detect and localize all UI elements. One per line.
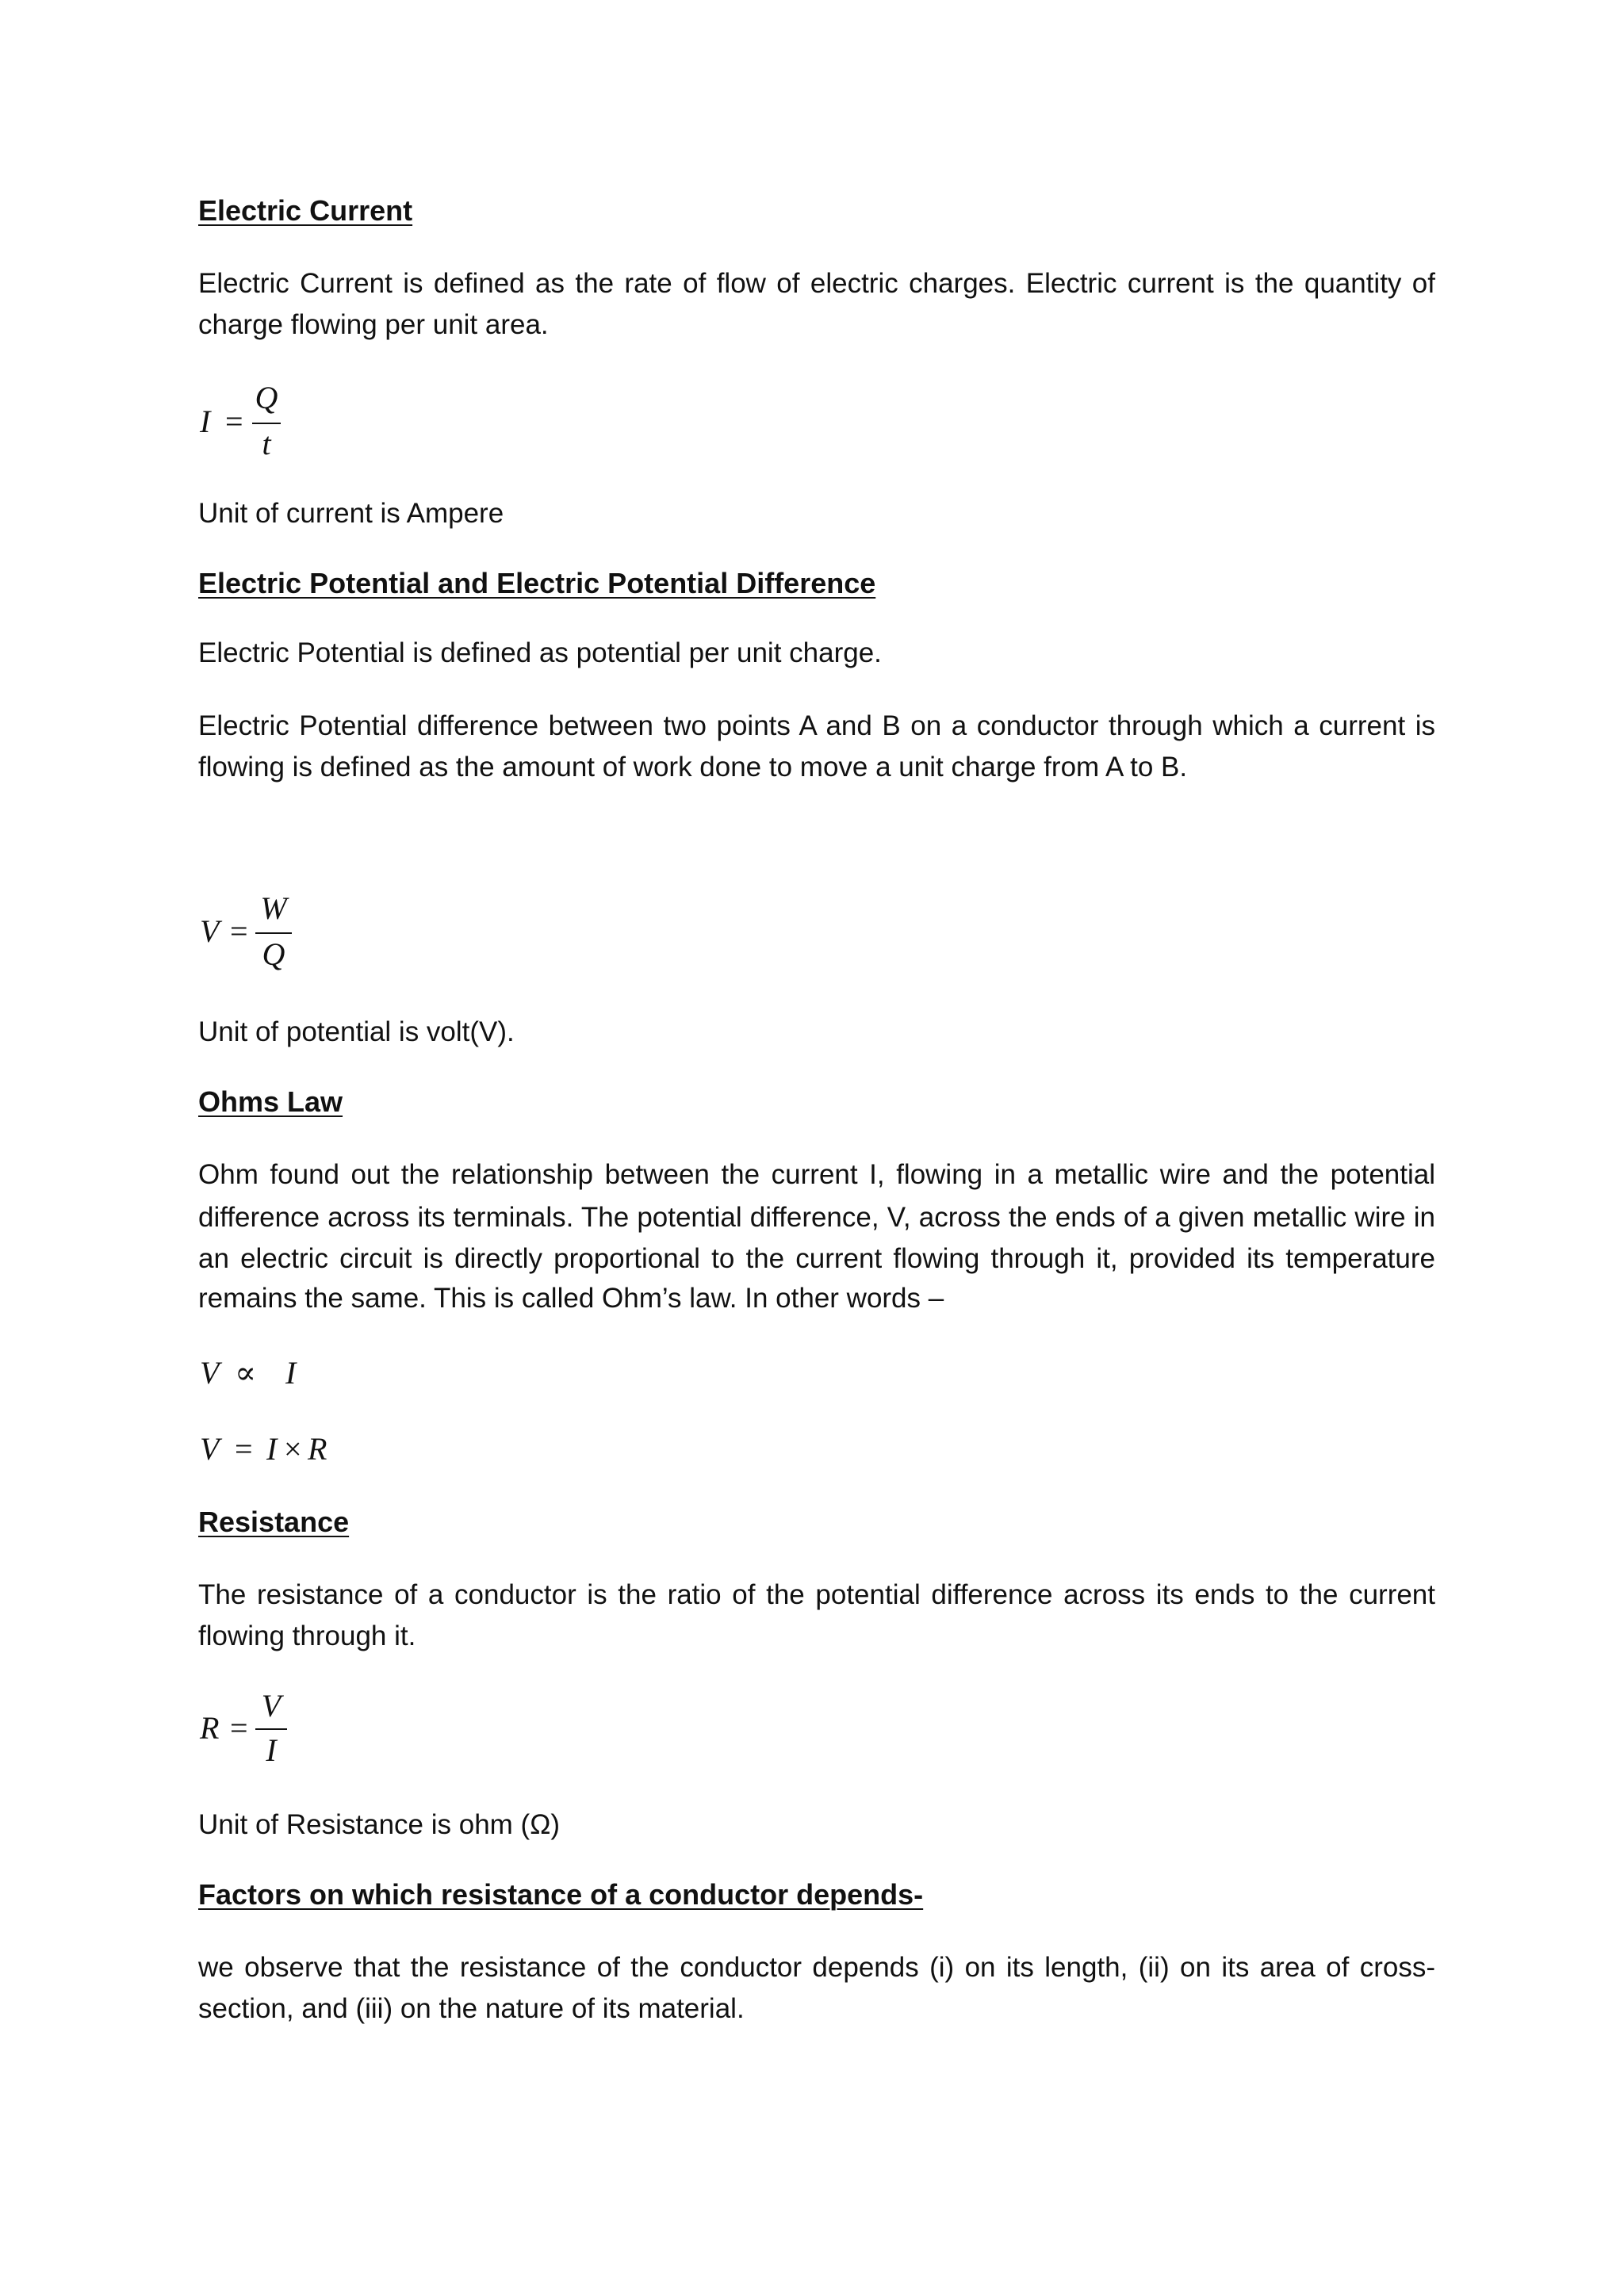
resistance-unit: Unit of Resistance is ohm (Ω) xyxy=(198,1809,561,1840)
resistance-definition-line-2: flowing through it. xyxy=(198,1621,416,1651)
current-definition-line-2: charge flowing per unit area. xyxy=(198,309,549,340)
current-eq-lhs: I xyxy=(200,404,211,439)
ohms-eq2-r: R xyxy=(308,1431,327,1467)
potential-difference-line-1: Electric Potential difference between two points A and B on a conductor through which a current is xyxy=(198,710,1435,741)
potential-eq-lhs: V xyxy=(200,913,220,949)
potential-eq-numerator: W xyxy=(260,890,287,926)
potential-eq-denominator: Q xyxy=(262,936,285,972)
heading-resistance-factors: Factors on which resistance of a conductor depends- xyxy=(198,1878,924,1911)
current-eq-fraction xyxy=(252,379,281,466)
ohms-law-line-2: difference across its terminals. The potential difference, V, across the ends of a given metallic wire in xyxy=(198,1202,1435,1233)
potential-unit: Unit of potential is volt(V). xyxy=(198,1016,515,1047)
ohms-eq1-op: ∝ xyxy=(235,1355,257,1391)
potential-eq-op: = xyxy=(230,913,248,949)
heading-ohms-law: Ohms Law xyxy=(198,1085,343,1118)
potential-definition: Electric Potential is defined as potential per unit charge. xyxy=(198,637,882,668)
resistance-eq-denominator: I xyxy=(266,1732,277,1768)
ohms-eq2-i: I xyxy=(266,1431,278,1467)
current-unit: Unit of current is Ampere xyxy=(198,498,504,529)
factors-line-1: we observe that the resistance of the conductor depends (i) on its length, (ii) on its area of cross- xyxy=(198,1952,1435,1983)
ohms-eq2-op: = xyxy=(235,1431,253,1467)
heading-electric-current: Electric Current xyxy=(198,194,413,227)
ohms-law-line-4: remains the same. This is called Ohm’s law. In other words – xyxy=(198,1283,944,1314)
current-eq-op: = xyxy=(225,404,243,439)
heading-electric-potential: Electric Potential and Electric Potential Difference xyxy=(198,567,876,599)
current-definition-line-1: Electric Current is defined as the rate of flow of electric charges. Electric current is the quantity of xyxy=(198,268,1435,299)
ohms-eq1-rhs: I xyxy=(285,1355,297,1391)
ohms-law-line-1: Ohm found out the relationship between the current I, flowing in a metallic wire and the potential xyxy=(198,1159,1435,1190)
current-eq-numerator: Q xyxy=(255,380,278,415)
ohms-eq2-lhs: V xyxy=(200,1431,220,1467)
ohms-eq1-lhs: V xyxy=(200,1355,220,1391)
resistance-definition-line-1: The resistance of a conductor is the ratio of the potential difference across its ends to the current xyxy=(198,1579,1435,1610)
resistance-eq-op: = xyxy=(230,1710,248,1746)
factors-line-2: section, and (iii) on the nature of its material. xyxy=(198,1993,745,2024)
fraction-bar xyxy=(252,423,281,424)
resistance-eq-numerator: V xyxy=(261,1688,282,1724)
fraction-bar xyxy=(255,1728,287,1730)
potential-difference-line-2: flowing is defined as the amount of work done to move a unit charge from A to B. xyxy=(198,752,1188,783)
ohms-law-line-3: an electric circuit is directly proportional to the current flowing through it, provided its temperature xyxy=(198,1243,1435,1274)
heading-resistance: Resistance xyxy=(198,1506,350,1538)
fraction-bar xyxy=(255,932,292,934)
ohms-eq2-times: × xyxy=(284,1431,302,1467)
potential-eq-fraction xyxy=(255,890,292,977)
resistance-eq-lhs: R xyxy=(200,1710,220,1746)
current-eq-denominator: t xyxy=(262,426,271,461)
resistance-eq-fraction xyxy=(255,1687,287,1774)
